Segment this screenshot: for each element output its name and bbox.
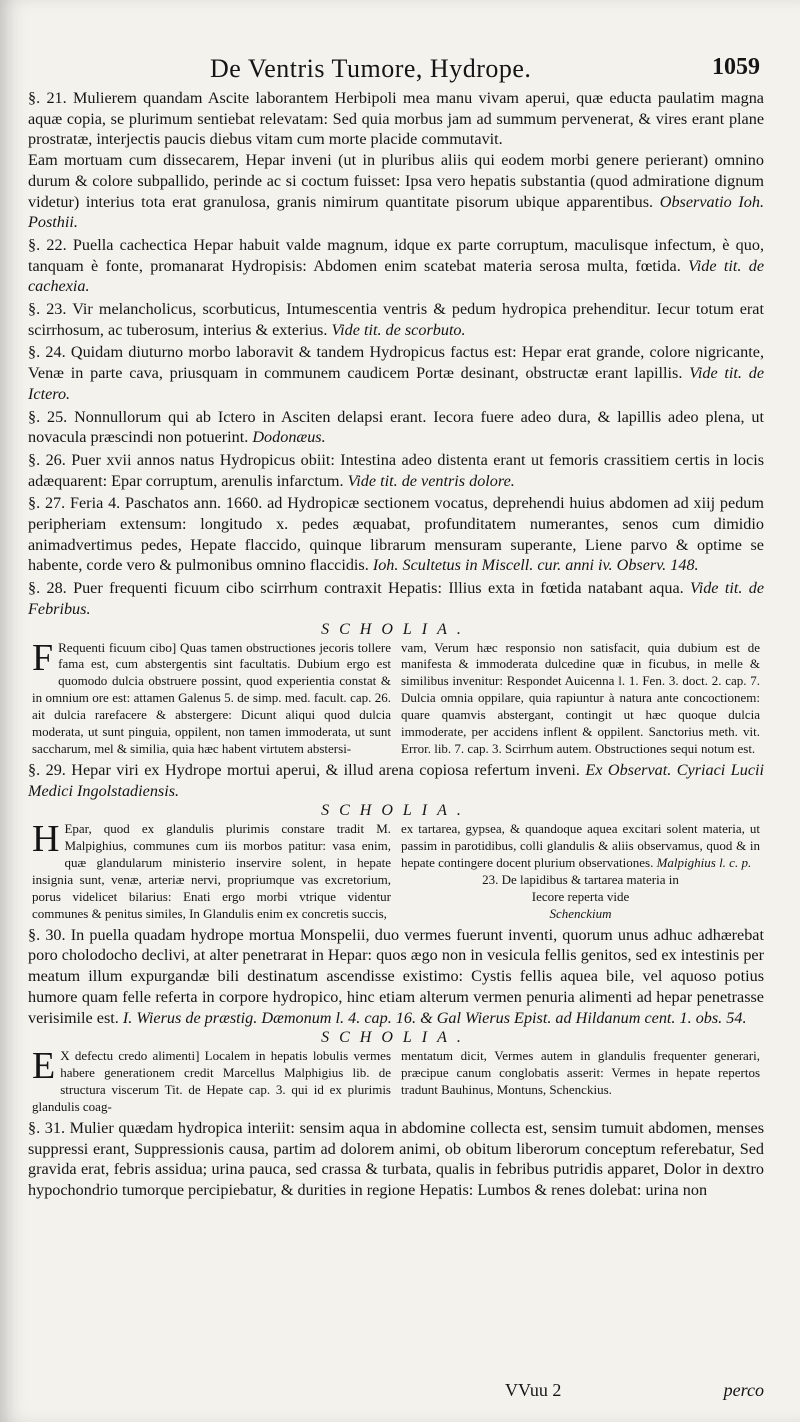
scholia-heading: SCHOLIA. (321, 802, 471, 820)
scholia-block (32, 636, 760, 758)
paragraph-22 (28, 235, 764, 297)
scholia-text: mentatum dicit, Vermes autem in glandulis frequenter generari, præcipue canum conglobatis asserit: Vermes in hepate repertos tradunt Bauhinus, Montuns, Schenckius. (401, 1048, 760, 1098)
paragraph-24-text: §. 24. Quidam diuturno morbo laboravit & tandem Hydropicus factus est: Hepar erat grande, colore nigricante, Venæ in parte cava, priusquam in communem caudicem Portæ desinant, obstructæ erant lapillis. (28, 343, 764, 383)
scholia-block (32, 818, 760, 922)
scholia-left-column (32, 818, 391, 922)
paragraph-23 (28, 299, 764, 340)
body-text (28, 88, 764, 1201)
citation: Vide tit. de Febribus. (28, 579, 765, 618)
paragraph-29 (28, 760, 764, 801)
paragraph-21 (28, 88, 764, 150)
scholia-left-column (32, 1045, 391, 1116)
page-number: 1059 (712, 54, 760, 80)
paragraph-23-text: §. 23. Vir melancholicus, scorbuticus, Intumescentia ventris & pedum hydropica prehenditur. Iecur totum erat scirrhosum, ac tuberosum, interius & exterius. (28, 300, 764, 339)
scholia-heading: SCHOLIA. (321, 620, 471, 638)
paragraph-21-text: §. 21. Mulierem quandam Ascite laborantem Herbipoli mea manu vivam aperui, quæ educta paulatim magna aquæ copia, se plurimum sentiebat relevatam: Sed quia morbus jam ad summum pervenerat, & vires erant plane prostratæ, interjectis paucis diebus vitam cum morte placide commutavit. (28, 89, 764, 149)
paragraph-31 (28, 1118, 764, 1201)
citation: Vide tit. de scorbuto. (331, 320, 466, 339)
note-line: Schenckium (549, 905, 612, 921)
citation: Ex Observat. Cyriaci Lucii Medici Ingolstadiensis. (28, 760, 765, 800)
scholia-left-column (32, 636, 391, 758)
citation: Ioh. Scultetus in Miscell. cur. anni iv. Observ. 148. (372, 556, 699, 575)
page-header (60, 50, 760, 90)
scholia-block (32, 1045, 760, 1116)
citation: Observatio Ioh. Posthii. (28, 192, 765, 232)
scholia-heading: SCHOLIA. (321, 1029, 471, 1047)
paragraph-27 (28, 493, 764, 576)
paragraph-26 (28, 450, 764, 491)
paragraph-25 (28, 407, 764, 448)
citation: Dodonæus. (252, 428, 326, 447)
scholia-text: Epar, quod ex glandulis plurimis constare tradit M. Malpighius, communes cum iis morbos patitur: vasa enim, quæ glandularum ministerio inservire solent, in hepate insignia sunt, venæ, arteriæ nervi, propriumque vas excretorium, porus videlicet bilarius: Enati ergo morbi vtrique videntur communes & penitus similes, In Glandulis enim ex concretis succis, (32, 821, 391, 921)
paragraph-31-text: §. 31. Mulier quædam hydropica interiit: sensim aqua in abdomine collecta est, sensim tumuit abdomen, menses suppressi erant, Suppressionis causa, partim ad dolorem animi, ob obitum liberorum conceptum referebatur, Sed gravida erat, febris assidua; urina pauca, sed crassa & turbata, qualis in febribus putridis apparet, Dolor in dextro hypochondrio tumorque percipiebatur, & durities in regione Hepatis: Lumbos & renes dolebat: urina non (28, 1118, 764, 1200)
paragraph-26-text: §. 26. Puer xvii annos natus Hydropicus obiit: Intestina adeo distenta erant ut femoris crassitiem certis in locis adæquarent: Epar corruptum, arenulis infarctum. (28, 450, 764, 490)
drop-cap: H (32, 818, 60, 861)
paragraph-21b (28, 150, 764, 233)
paragraph-30-text: §. 30. In puella quadam hydrope mortua Monspelii, duo vermes fuerunt inventi, quorum unus adhuc adhærebat poro cholodocho declivi, at alter penetrarat in Hepar: quos ægo non in vesicula fellis genitos, sed ex intestinis per meatum illum expurgandæ bili destinatum ascendisse existimo: Cystis fellis aquea bile, vel aquoso potius humore quam felle referta in corpore hydropico, hinc etiam alterum vermen penuria alimenti ad hepar penetrasse verisimile est. (28, 925, 764, 1027)
scholia-text: Requenti ficuum cibo] Quas tamen obstructiones jecoris tollere fama est, cum abstergentis sint facultatis. Dubium ergo est quomodo dulcia obstruere possint, quod experientia constat & in omnium ore est: attamen Galenus 5. de simp. med. facult. cap. 26. ait dulcia rarefacere & abstergere: Dicunt aliqui quod dulcia moderata, ut sunt pinguia, oppilent, non tamen immoderata, ut sunt saccharum, mel & similia, quia hæc habent virtutem abstersi- (32, 639, 391, 757)
catchword: perco (723, 1380, 764, 1400)
scholia-text: ex tartarea, gypsea, & quandoque aquea excitari solent materia, ut passim in parotidibus, colli glandulis & aliis observamus, quod & in hepate contingere docent plurium observationes. (401, 821, 760, 871)
scholia-right-column (401, 821, 760, 922)
paragraph-27-text: §. 27. Feria 4. Paschatos ann. 1660. ad Hydropicæ sectionem vocatus, deprehendi huius abdomen ad xiij pedum peripheriam extensum: longitudo x. pedes æquabat, profunditatem numerantes, senos cum dimidio animadvertimus pedes, Hepate flaccido, quinque librarum mensuram superante, Liene parvo & optime se habente, corde vero & pulmonibus omnino flaccidis. (28, 494, 764, 575)
paragraph-25-text: §. 25. Nonnullorum qui ab Ictero in Asciten delapsi erant. Iecora fuere adeo dura, & lapillis adeo plena, ut novacula præscindi non potuerint. (28, 407, 764, 447)
scholia-right-column (401, 640, 760, 758)
running-title: De Ventris Tumore, Hydrope. (210, 54, 532, 83)
scholia-note (401, 872, 760, 923)
paragraph-24 (28, 342, 764, 404)
paragraph-21b-text: Eam mortuam cum dissecarem, Hepar inveni (ut in pluribus aliis qui eodem morbi genere perierant) omnino durum & colore subpallido, perinde ac si coctum fuisset: Ipsa vero hepatis substantia (quod admiratione dignum videtur) interius tota erat granulosa, granis nimirum quantitate pisorum ubique apparentibus. (28, 151, 764, 211)
citation: Vide tit. de ventris dolore. (347, 471, 515, 490)
scholia-right-column (401, 1048, 760, 1116)
scholia-text: X defectu credo alimenti] Localem in hepatis lobulis vermes habere generationem credit Marcellus Malphigius lib. de structura viscerum Tit. de Hepate cap. 3. qui id ex plurimis glandulis coag- (32, 1048, 391, 1114)
page-footer (0, 1380, 764, 1404)
citation: Malpighius l. c. p. (656, 855, 752, 871)
drop-cap: E (32, 1045, 56, 1088)
paragraph-29-text: §. 29. Hepar viri ex Hydrope mortui aperui, & illud arena copiosa refertum inveni. (28, 760, 580, 779)
note-line: 23. De lapidibus & tartarea materia in (482, 872, 679, 888)
paragraph-30 (28, 925, 764, 1029)
citation: I. Wierus de præstig. Dæmonum l. 4. cap. 16. & Gal Wierus Epist. ad Hildanum cent. 1. obs. 54. (122, 1008, 747, 1027)
note-line: Iecore reperta vide (531, 888, 630, 904)
citation: Vide tit. de cachexia. (28, 256, 764, 296)
signature-mark: VVuu 2 (505, 1380, 562, 1400)
paragraph-28-text: §. 28. Puer frequenti ficuum cibo scirrhum contraxit Hepatis: Illius exta in fœtida natabant aqua. (28, 579, 684, 598)
scholia-text: vam, Verum hæc responsio non satisfacit, quia dubium est de manifesta & immoderata dulcedine quæ in ficubus, in melle & similibus invenitur: Respondet Auicenna l. 1. Fen. 3. doct. 2. cap. 7. Dulcia omnia oppilare, quia rapiuntur à natura ante concoctionem: quare quamvis abstergant, contingit ut hæc quoque dulcia immoderate, per accidens inflent & oppilent. Sanctorius meth. vit. Error. lib. 7. cap. 3. Scirrhum autem. Obstructiones sequi notum est. (401, 639, 760, 757)
paragraph-22-text: §. 22. Puella cachectica Hepar habuit valde magnum, idque ex parte corruptum, maculisque infectum, è quo, tanquam è fonte, promanarat Hydropisis: Abdomen enim scatebat materia serosa multa, fœtida. (28, 235, 764, 275)
paragraph-28 (28, 578, 764, 619)
citation: Vide tit. de Ictero. (28, 364, 765, 403)
drop-cap: F (32, 636, 54, 679)
